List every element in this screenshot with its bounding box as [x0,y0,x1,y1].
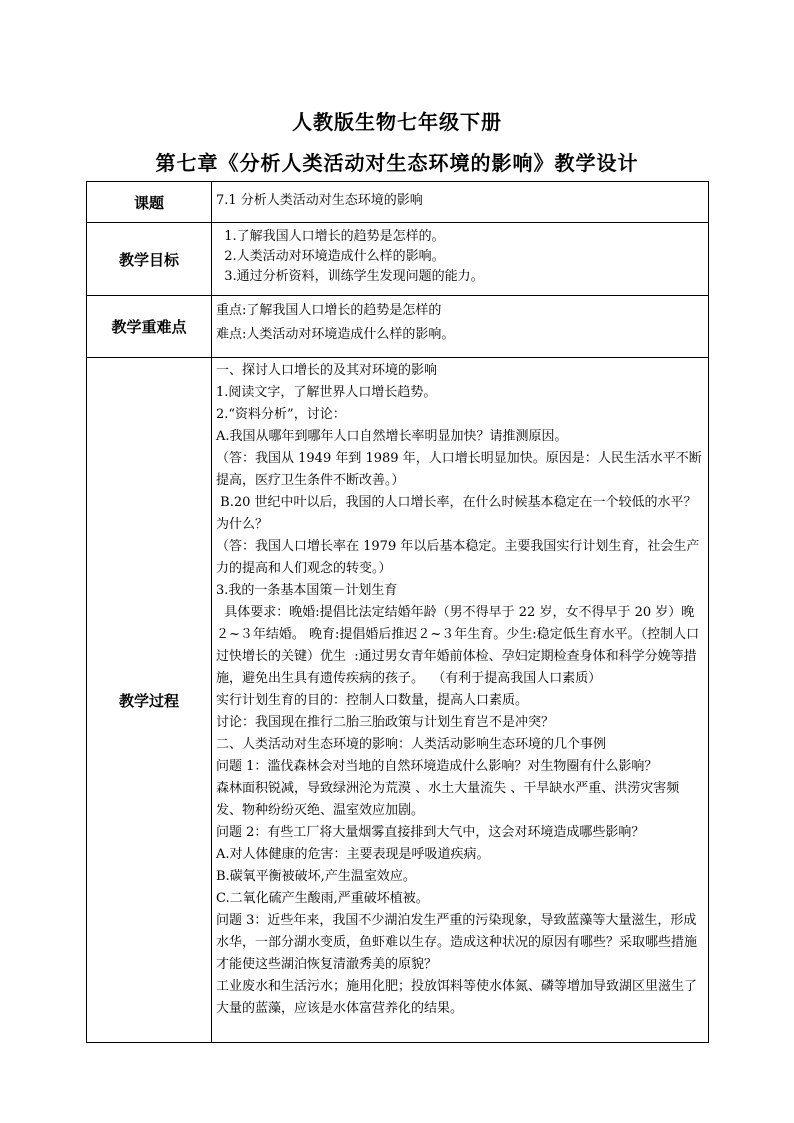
process-paragraph: 一、探讨人口增长的及其对环境的影响 [216,363,438,378]
topic-text: 7.1 分析人类活动对生态环境的影响 [216,193,423,208]
topic-label: 课题 [87,182,212,223]
topic-value [212,182,709,223]
key-point-item: 重点:了解我国人口增长的趋势是怎样的 [216,303,442,318]
key-point-item: 难点:人类活动对环境造成什么样的影响。 [216,327,455,342]
process-paragraph: 问题 3：近些年来，我国不少湖泊发生严重的污染现象，导致蓝藻等大量滋生，形成水华，一部分湖水变质，鱼虾难以生存。造成这种状况的原因有哪些？采取哪些措施才能使这些湖泊恢复清澈秀美的原貌？ [216,913,698,972]
table-row-topic [87,182,709,223]
lesson-plan-table [86,181,709,1043]
process-paragraph: 具体要求：晚婚:提倡比法定结婚年龄（男不得早于 22 岁，女不得早于 20 岁）晚２~３年结婚。 晚育:提倡婚后推迟２~３年生育。少生:稳定低生育水平。（控制人口过快增长的关键）优生 :通过男女青年婚前体检、孕妇定期检查身体和科学分娩等措施，避免出生具有遗传疾病的孩子。 （有利于提高我国人口素质） [216,605,700,686]
process-paragraph: 二、人类活动对生态环境的影响：人类活动影响生态环境的几个事例 [216,737,607,752]
process-paragraph: B.20 世纪中叶以后，我国的人口增长率，在什么时候基本稳定在一个较低的水平？为什么？ [216,495,697,532]
key-points-label: 教学重难点 [87,296,212,358]
objective-item: 1.了解我国人口增长的趋势是怎样的。 [216,229,445,244]
process-paragraph: 问题 1：滥伐森林会对当地的自然环境造成什么影响？对生物圈有什么影响？ [216,759,658,774]
process-paragraph: 森林面积锐减，导致绿洲沦为荒漠 、水土大量流失 、干旱缺水严重、洪涝灾害频发、物种纷纷灭绝、温室效应加剧。 [216,781,680,818]
process-paragraph: A.我国从哪年到哪年人口自然增长率明显加快？请推测原因。 [216,429,568,444]
process-paragraph: 3.我的一条基本国策－计划生育 [216,583,398,598]
process-content [212,358,709,1043]
objectives-label: 教学目标 [87,223,212,296]
process-paragraph: 2.“资料分析”，讨论： [216,407,346,422]
process-paragraph: 讨论：我国现在推行二胎三胎政策与计划生育岂不是冲突？ [216,715,555,730]
objectives-content [212,223,709,296]
document-subtitle: 第七章《分析人类活动对生态环境的影响》教学设计 [155,151,639,175]
process-paragraph: 问题 2：有些工厂将大量烟雾直接排到大气中，这会对环境造成哪些影响？ [216,825,645,840]
process-paragraph: 实行计划生育的目的：控制人口数量，提高人口素质。 [216,693,529,708]
process-paragraph: 工业废水和生活污水；施用化肥；投放饵料等使水体氮、磷等增加导致湖区里滋生了大量的蓝藻，应该是水体富营养化的结果。 [216,979,698,1016]
process-paragraph: A.对人体健康的危害：主要表现是呼吸道疾病。 [216,847,490,862]
table-row-process [87,358,709,1043]
process-paragraph: 1.阅读文字，了解世界人口增长趋势。 [216,385,437,400]
table-row-objectives [87,223,709,296]
key-points-content [212,296,709,358]
objective-item: 2.人类活动对环境造成什么样的影响。 [216,249,445,264]
table-row-key-points [87,296,709,358]
process-paragraph: C.二氧化硫产生酸雨,严重破坏植被。 [216,891,429,906]
process-paragraph: （答：我国人口增长率在 1979 年以后基本稳定。主要我国实行计划生育，社会生产力的提高和人们观念的转变。） [216,539,700,576]
document-title: 人教版生物七年级下册 [292,110,502,134]
process-paragraph: （答：我国从 1949 年到 1989 年，人口增长明显加快。原因是：人民生活水平不断提高，医疗卫生条件不断改善。） [216,451,702,488]
process-paragraph: B.碳氧平衡被破坏,产生温室效应。 [216,869,416,884]
process-label: 教学过程 [87,358,212,1043]
objective-item: 3.通过分析资料，训练学生发现问题的能力。 [216,269,484,284]
